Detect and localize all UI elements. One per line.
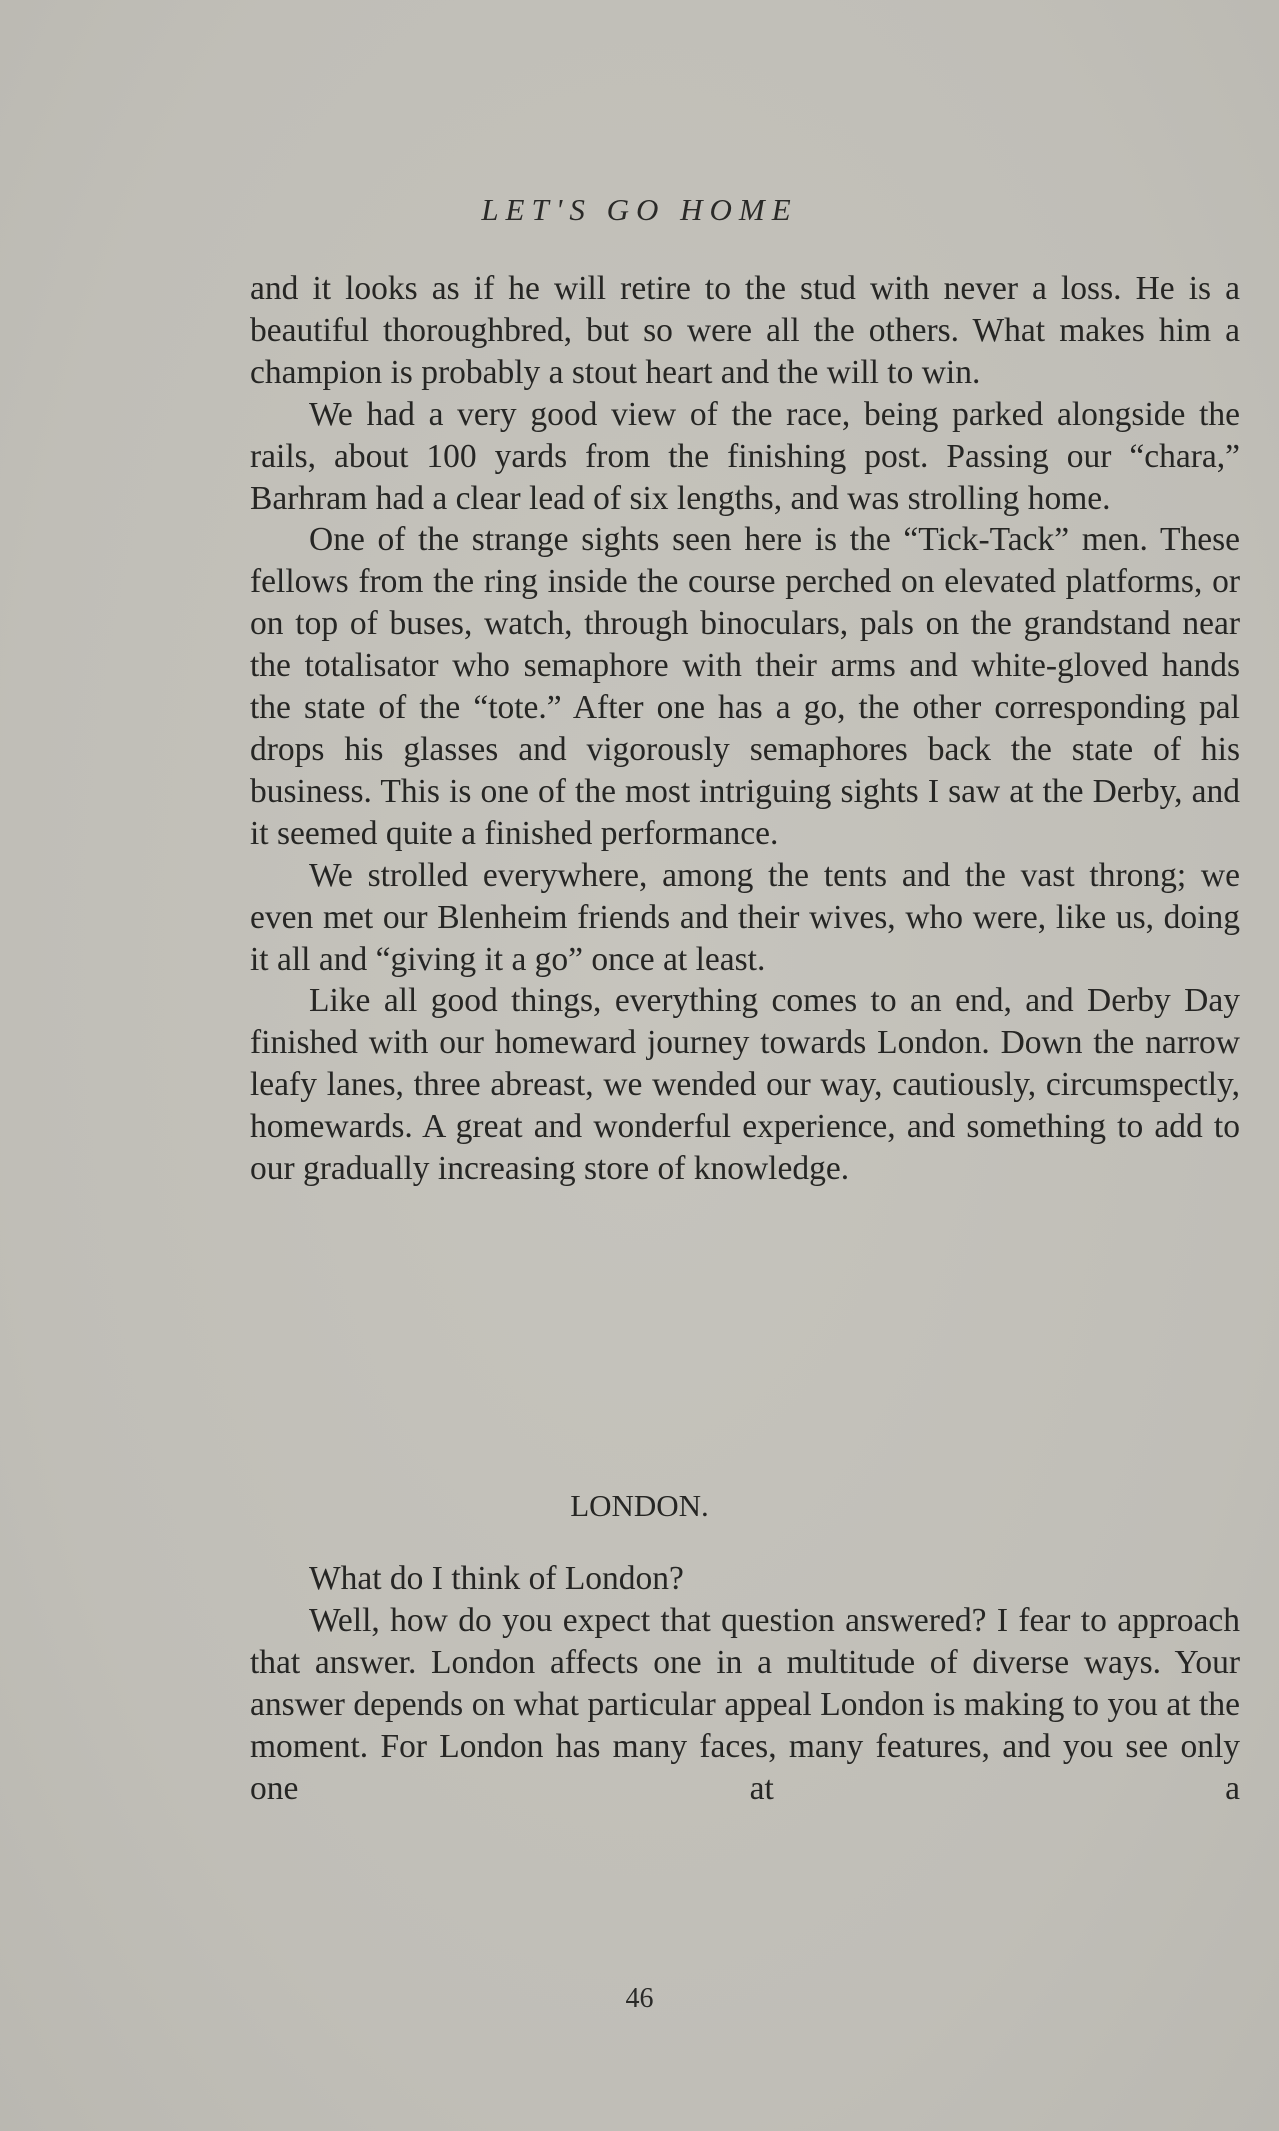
paragraph-2: We had a very good view of the race, being parked alongside the rails, about 100 yards from the finishing post. Passing our “chara,” Barhram had a clear lead of six lengths, and was strolling home. bbox=[250, 395, 1240, 517]
paragraph-1: and it looks as if he will retire to the stud with never a loss. He is a beautiful thoroughbred, but so were all the others. What makes him a champion is probably a stout heart and the will to win. bbox=[250, 270, 1240, 391]
running-head: LET'S GO HOME bbox=[481, 192, 798, 227]
page-number: 46 bbox=[625, 1983, 654, 2014]
paragraph-5: Like all good things, everything comes to an end, and Derby Day finished with our homeward journey towards London. Down the narrow leafy lanes, three abreast, we wended our way, cautiously, circumspectly, homewards. A great and wonderful experience, and something to add to our gradually increasing store of knowledge. bbox=[250, 982, 1240, 1188]
paragraph-4: We strolled everywhere, among the tents and the vast throng; we even met our Blenheim friends and their wives, who were, like us, doing it all and “giving it a go” once at least. bbox=[250, 856, 1240, 978]
section-paragraph-2: Well, how do you expect that question answered? I fear to approach that answer. London affects one in a multitude of diverse ways. Your answer depends on what particular appeal London is making to you at the moment. For London has many faces, many features, and you see only one at a bbox=[250, 1602, 1240, 1807]
section-heading: LONDON. bbox=[570, 1488, 709, 1523]
body-text bbox=[250, 268, 1240, 1190]
paragraph-3: One of the strange sights seen here is the “Tick-Tack” men. These fellows from the ring inside the course perched on elevated platforms, or on top of buses, watch, through binoculars, pals on the grandstand near the totalisator who semaphore with their arms and white-gloved hands the state of the “tote.” After one has a go, the other corresponding pal drops his glasses and vigorously semaphores back the state of his business. This is one of the most intriguing sights I saw at the Derby, and it seemed quite a finished performance. bbox=[250, 521, 1240, 852]
section-body-text bbox=[250, 1558, 1240, 1810]
section-paragraph-1: What do I think of London? bbox=[309, 1560, 684, 1597]
